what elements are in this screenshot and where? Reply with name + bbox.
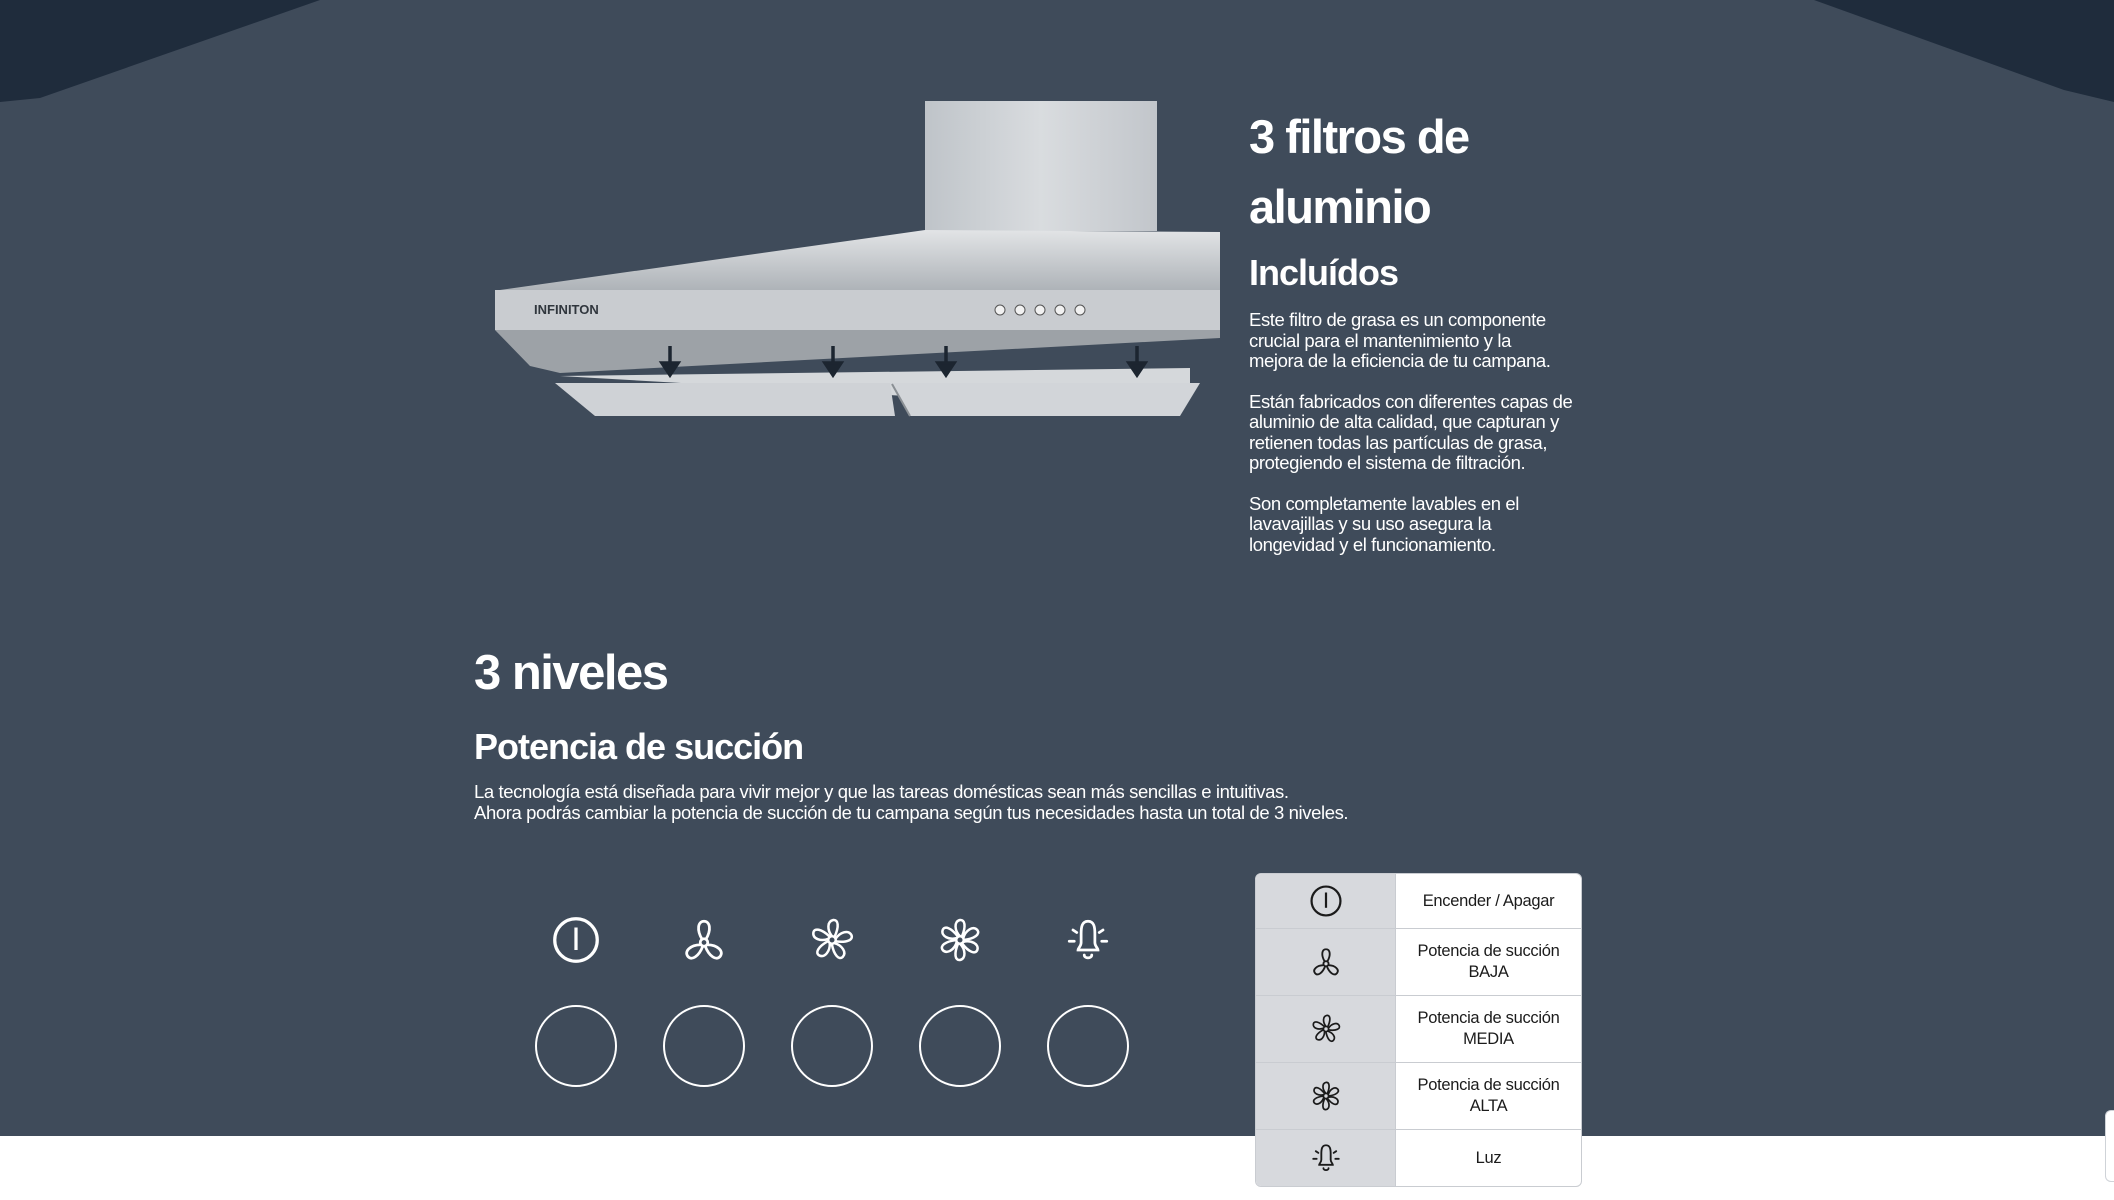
- filters-description: [1249, 310, 1629, 575]
- filters-paragraph-2: Están fabricados con diferentes capas de aluminio de alta calidad, que capturan y retienen todas las partículas de grasa, protegiendo el sistema de filtración.: [1249, 390, 1573, 473]
- legend-level: MEDIA: [1463, 1030, 1514, 1048]
- legend-label: Potencia de succión: [1417, 942, 1560, 960]
- fan-low-icon: [1309, 945, 1343, 979]
- legend-level: ALTA: [1469, 1097, 1508, 1115]
- fan-medium-button[interactable]: [791, 1005, 873, 1087]
- control-panel-illustration: [532, 915, 1137, 1095]
- control-power: [532, 915, 620, 1095]
- control-fan-low: [660, 915, 748, 1095]
- legend-label: Encender / Apagar: [1422, 891, 1555, 910]
- control-fan-medium: [788, 915, 876, 1095]
- floating-side-tab[interactable]: [2105, 1110, 2114, 1182]
- power-icon: [1309, 884, 1343, 918]
- legend-label: Potencia de succión: [1417, 1009, 1560, 1027]
- legend-level: BAJA: [1468, 963, 1509, 981]
- control-fan-high: [916, 915, 1004, 1095]
- light-bulb-icon: [1063, 915, 1113, 965]
- cooker-hood-image: [490, 98, 1225, 428]
- hood-brand-label: INFINITON: [534, 302, 599, 317]
- levels-title: 3 niveles: [474, 646, 668, 700]
- legend-row-fan-high: [1256, 1063, 1581, 1130]
- fan-low-icon: [679, 915, 729, 965]
- fan-high-icon: [1309, 1079, 1343, 1113]
- controls-legend-table: [1255, 873, 1582, 1187]
- power-button[interactable]: [535, 1005, 617, 1087]
- fan-medium-icon: [807, 915, 857, 965]
- filters-paragraph-1: Este filtro de grasa es un componente crucial para el mantenimiento y la mejora de la eficiencia de tu campana.: [1249, 309, 1551, 371]
- control-light: [1044, 915, 1132, 1095]
- legend-row-fan-low: [1256, 929, 1581, 996]
- fan-high-button[interactable]: [919, 1005, 1001, 1087]
- light-bulb-icon: [1309, 1141, 1343, 1175]
- fan-high-icon: [935, 915, 985, 965]
- legend-row-fan-medium: [1256, 996, 1581, 1063]
- filters-title: 3 filtros de aluminio: [1249, 110, 1469, 233]
- legend-row-power: [1256, 874, 1581, 929]
- levels-description: La tecnología está diseñada para vivir mejor y que las tareas domésticas sean más sencillas e intuitivas. Ahora podrás cambiar la potencia de succión de tu campana según tus necesidades hasta un total de 3 niveles.: [474, 781, 1349, 823]
- filters-paragraph-3: Son completamente lavables en el lavavajillas y su uso asegura la longevidad y el funcionamiento.: [1249, 492, 1520, 555]
- filters-subtitle: Incluídos: [1249, 252, 1399, 293]
- power-icon: [551, 915, 601, 965]
- corner-decoration-right: [1814, 0, 2114, 105]
- fan-low-button[interactable]: [663, 1005, 745, 1087]
- legend-label: Luz: [1475, 1148, 1502, 1167]
- legend-row-light: [1256, 1130, 1581, 1186]
- fan-medium-icon: [1309, 1012, 1343, 1046]
- corner-decoration-left: [0, 0, 320, 105]
- light-button[interactable]: [1047, 1005, 1129, 1087]
- legend-label: Potencia de succión: [1417, 1076, 1560, 1094]
- levels-subtitle: Potencia de succión: [474, 726, 804, 767]
